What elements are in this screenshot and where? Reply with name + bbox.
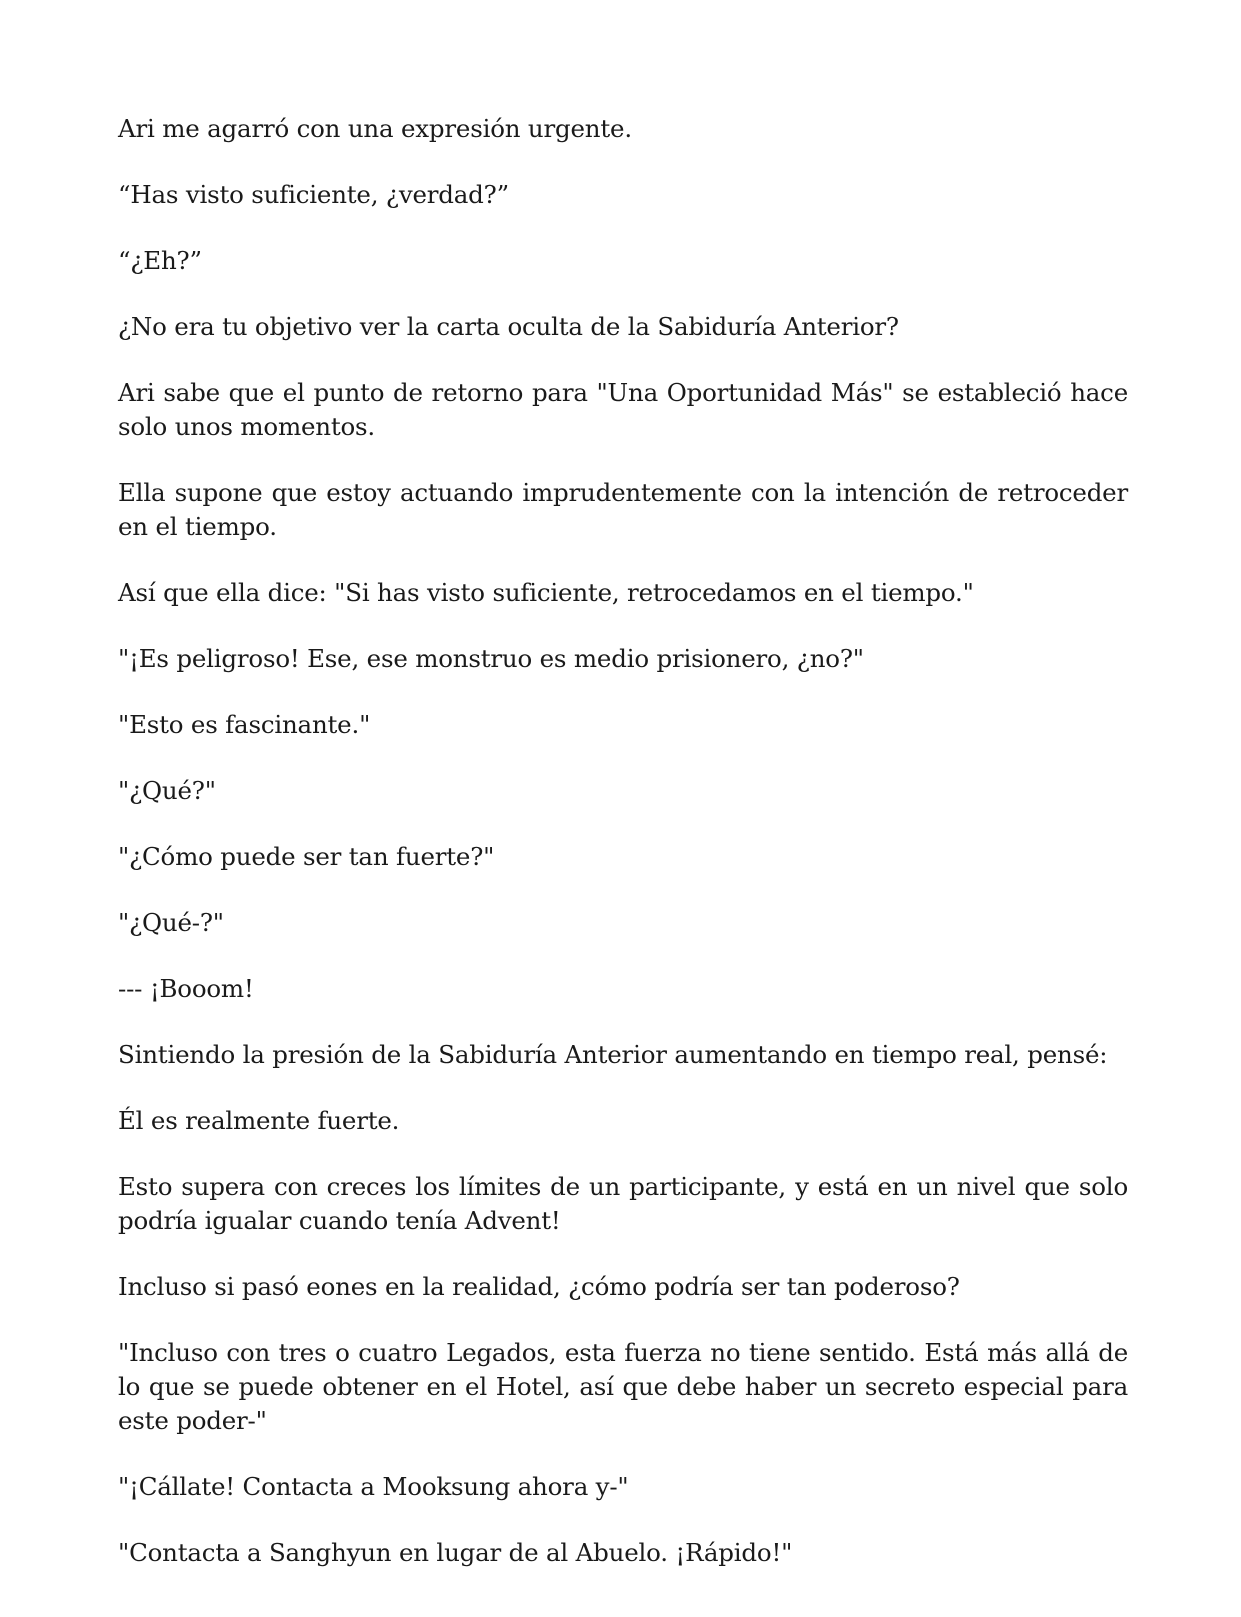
paragraph: Así que ella dice: "Si has visto suficiente, retrocedamos en el tiempo." xyxy=(118,578,974,607)
paragraph: ¿No era tu objetivo ver la carta oculta de la Sabiduría Anterior? xyxy=(118,312,899,341)
paragraph: "¡Es peligroso! Ese, ese monstruo es medio prisionero, ¿no?" xyxy=(118,644,864,673)
paragraph: --- ¡Booom! xyxy=(118,974,254,1003)
paragraph: Esto supera con creces los límites de un participante, y está en un nivel que solo podría igualar cuando tenía Advent! xyxy=(118,1172,1128,1235)
paragraph: "¿Cómo puede ser tan fuerte?" xyxy=(118,842,495,871)
paragraph: "¡Cállate! Contacta a Mooksung ahora y-" xyxy=(118,1472,629,1501)
paragraph: "Incluso con tres o cuatro Legados, esta fuerza no tiene sentido. Está más allá de lo que se puede obtener en el Hotel, así que debe haber un secreto especial para este poder-" xyxy=(118,1338,1128,1435)
document-body xyxy=(118,112,1128,1602)
paragraph: Ella supone que estoy actuando imprudentemente con la intención de retroceder en el tiempo. xyxy=(118,478,1128,541)
paragraph: Incluso si pasó eones en la realidad, ¿cómo podría ser tan poderoso? xyxy=(118,1272,960,1301)
paragraph: Sintiendo la presión de la Sabiduría Anterior aumentando en tiempo real, pensé: xyxy=(118,1040,1108,1069)
paragraph: Él es realmente fuerte. xyxy=(118,1106,400,1135)
paragraph: "¿Qué?" xyxy=(118,776,216,805)
paragraph: “Has visto suficiente, ¿verdad?” xyxy=(118,180,509,209)
paragraph: “¿Eh?” xyxy=(118,246,202,275)
paragraph: Ari sabe que el punto de retorno para "Una Oportunidad Más" se estableció hace solo unos momentos. xyxy=(118,378,1128,441)
paragraph: "¿Qué-?" xyxy=(118,908,224,937)
paragraph: "Esto es fascinante." xyxy=(118,710,371,739)
paragraph: Ari me agarró con una expresión urgente. xyxy=(118,114,632,143)
paragraph: "Contacta a Sanghyun en lugar de al Abuelo. ¡Rápido!" xyxy=(118,1538,793,1567)
